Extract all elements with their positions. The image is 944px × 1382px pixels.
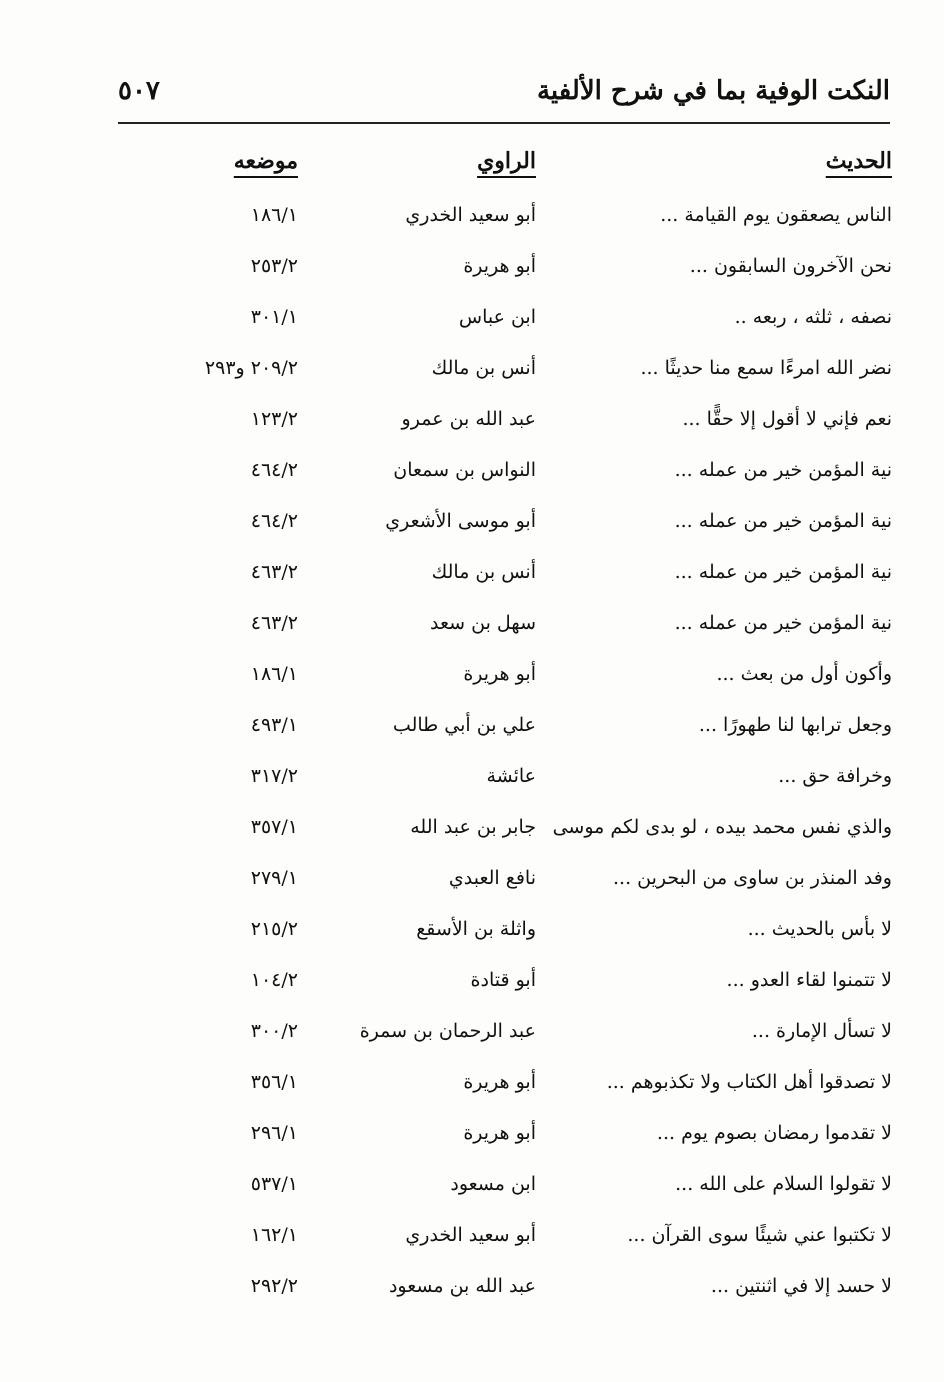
- location-ref: ٤٩٣/١: [250, 714, 298, 736]
- narrator-name: عائشة: [486, 765, 536, 787]
- location-ref: ٣٥٧/١: [250, 816, 298, 838]
- location-ref: ٢٥٣/٢: [250, 255, 298, 277]
- hadith-text: لا بأس بالحديث ...: [747, 918, 892, 940]
- table-row: [0, 1169, 944, 1209]
- hadith-text: لا تتمنوا لقاء العدو ...: [726, 969, 892, 991]
- column-header-narrator: الراوي: [477, 148, 536, 174]
- hadith-text: لا تقولوا السلام على الله ...: [675, 1173, 892, 1195]
- narrator-name: واثلة بن الأسقع: [416, 918, 536, 940]
- location-ref: ٤٦٣/٢: [250, 561, 298, 583]
- table-row: [0, 965, 944, 1005]
- hadith-text: نية المؤمن خير من عمله ...: [674, 459, 892, 481]
- column-header-hadith: الحديث: [825, 148, 892, 174]
- table-row: [0, 659, 944, 699]
- location-ref: ٢٧٩/١: [250, 867, 298, 889]
- hadith-text: نية المؤمن خير من عمله ...: [674, 510, 892, 532]
- location-ref: ٥٣٧/١: [250, 1173, 298, 1195]
- hadith-text: والذي نفس محمد بيده ، لو بدى لكم موسى: [552, 816, 892, 838]
- running-header: [118, 74, 890, 118]
- location-ref: ١٢٣/٢: [250, 408, 298, 430]
- location-ref: ١٨٦/١: [250, 663, 298, 685]
- table-row: [0, 1118, 944, 1158]
- location-ref: ٢٩٢/٢: [250, 1275, 298, 1297]
- table-row: [0, 1067, 944, 1107]
- header-rule: [118, 122, 890, 124]
- table-row: [0, 863, 944, 903]
- location-ref: ٣٠١/١: [250, 306, 298, 328]
- table-row: [0, 1016, 944, 1056]
- narrator-name: أبو هريرة: [463, 255, 536, 277]
- hadith-text: لا حسد إلا في اثنتين ...: [710, 1275, 892, 1297]
- narrator-name: أبو هريرة: [463, 1122, 536, 1144]
- hadith-text: وجعل ترابها لنا طهورًا ...: [698, 714, 892, 736]
- location-ref: ٤٦٣/٢: [250, 612, 298, 634]
- narrator-name: النواس بن سمعان: [393, 459, 536, 481]
- narrator-name: عبد الله بن مسعود: [388, 1275, 536, 1297]
- narrator-name: عبد الله بن عمرو: [401, 408, 536, 430]
- hadith-text: نية المؤمن خير من عمله ...: [674, 612, 892, 634]
- narrator-name: أبو قتادة: [470, 969, 536, 991]
- location-ref: ٢١٥/٢: [250, 918, 298, 940]
- hadith-text: وفد المنذر بن ساوى من البحرين ...: [613, 867, 892, 889]
- narrator-name: ابن مسعود: [450, 1173, 536, 1195]
- table-row: [0, 557, 944, 597]
- table-row: [0, 455, 944, 495]
- hadith-text: لا تصدقوا أهل الكتاب ولا تكذبوهم ...: [606, 1071, 892, 1093]
- table-row: [0, 608, 944, 648]
- hadith-text: لا تسأل الإمارة ...: [751, 1020, 892, 1042]
- hadith-text: وخرافة حق ...: [778, 765, 892, 787]
- location-ref: ٤٦٤/٢: [250, 459, 298, 481]
- location-ref: ٣٥٦/١: [250, 1071, 298, 1093]
- narrator-name: أبو سعيد الخدري: [405, 1224, 536, 1246]
- table-row: [0, 200, 944, 240]
- narrator-name: أنس بن مالك: [431, 357, 536, 379]
- table-row: [0, 251, 944, 291]
- narrator-name: أبو هريرة: [463, 1071, 536, 1093]
- table-row: [0, 1220, 944, 1260]
- column-header-location: موضعه: [233, 148, 298, 174]
- table-row: [0, 812, 944, 852]
- hadith-text: نحن الآخرون السابقون ...: [689, 255, 892, 277]
- table-row: [0, 302, 944, 342]
- narrator-name: أبو هريرة: [463, 663, 536, 685]
- location-ref: ١٠٤/٢: [250, 969, 298, 991]
- location-ref: ٣٠٠/٢: [250, 1020, 298, 1042]
- location-ref: ٣١٧/٢: [250, 765, 298, 787]
- location-ref: ٢٩٦/١: [250, 1122, 298, 1144]
- table-row: [0, 353, 944, 393]
- narrator-name: ابن عباس: [458, 306, 536, 328]
- narrator-name: أنس بن مالك: [431, 561, 536, 583]
- hadith-text: نية المؤمن خير من عمله ...: [674, 561, 892, 583]
- location-ref: ٢٠٩/٢ و٢٩٣: [204, 357, 298, 379]
- table-row: [0, 761, 944, 801]
- location-ref: ١٨٦/١: [250, 204, 298, 226]
- book-title: النكت الوفية بما في شرح الألفية: [536, 76, 890, 106]
- hadith-text: نعم فإني لا أقول إلا حقًّا ...: [682, 408, 892, 430]
- narrator-name: سهل بن سعد: [430, 612, 536, 634]
- narrator-name: نافع العبدي: [448, 867, 536, 889]
- table-row: [0, 1271, 944, 1311]
- hadith-text: نضر الله امرءًا سمع منا حديثًا ...: [640, 357, 892, 379]
- hadith-text: نصفه ، ثلثه ، ربعه ..: [734, 306, 892, 328]
- narrator-name: أبو سعيد الخدري: [405, 204, 536, 226]
- hadith-text: لا تقدموا رمضان بصوم يوم ...: [656, 1122, 892, 1144]
- page-number: ٥٠٧: [118, 76, 160, 106]
- location-ref: ٤٦٤/٢: [250, 510, 298, 532]
- narrator-name: عبد الرحمان بن سمرة: [359, 1020, 536, 1042]
- table-row: [0, 710, 944, 750]
- table-row: [0, 404, 944, 444]
- narrator-name: جابر بن عبد الله: [410, 816, 536, 838]
- hadith-text: الناس يصعقون يوم القيامة ...: [660, 204, 892, 226]
- hadith-text: لا تكتبوا عني شيئًا سوى القرآن ...: [627, 1224, 892, 1246]
- table-row: [0, 506, 944, 546]
- narrator-name: علي بن أبي طالب: [392, 714, 536, 736]
- location-ref: ١٦٢/١: [250, 1224, 298, 1246]
- hadith-text: وأكون أول من بعث ...: [716, 663, 892, 685]
- table-row: [0, 914, 944, 954]
- narrator-name: أبو موسى الأشعري: [385, 510, 536, 532]
